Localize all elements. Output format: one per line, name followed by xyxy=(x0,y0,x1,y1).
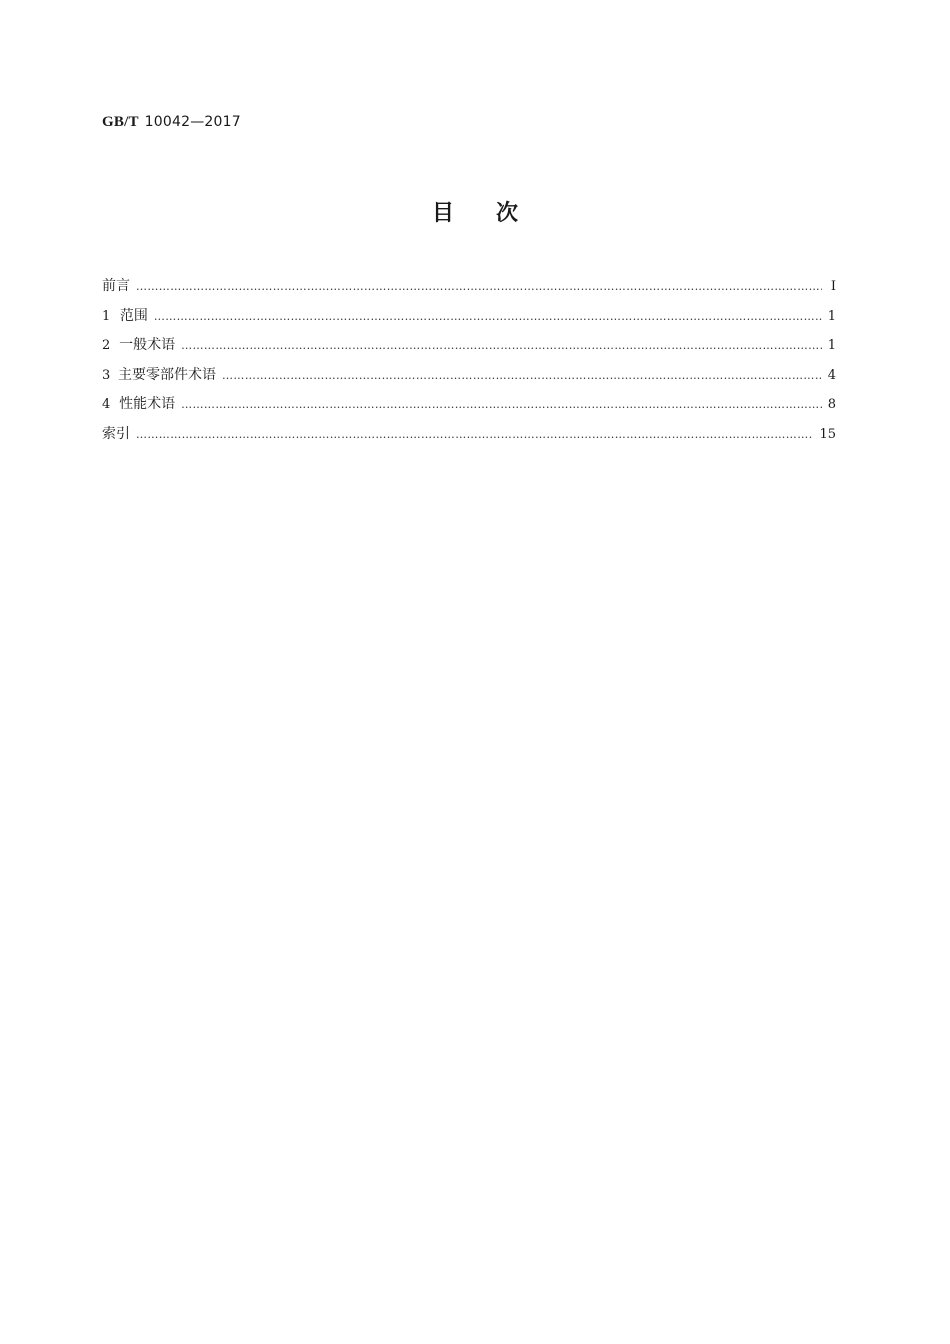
toc-entry-general-terms[interactable] xyxy=(102,334,836,364)
page-title-char-2: 次 xyxy=(496,201,519,226)
toc-leader-dots xyxy=(136,428,813,441)
toc-entry-label: 一般术语 xyxy=(119,337,176,353)
toc-entry-component-terms[interactable] xyxy=(102,364,836,394)
toc-entry-number: 4 xyxy=(102,397,111,412)
standard-code: GB/T xyxy=(102,114,139,130)
toc-entry-page: 1 xyxy=(827,308,836,324)
toc-entry-label: 索引 xyxy=(102,425,130,442)
toc-entry-label: 范围 xyxy=(119,307,148,324)
toc-entry-scope[interactable] xyxy=(102,305,836,335)
toc-entry-preface[interactable] xyxy=(102,275,836,305)
toc-leader-dots xyxy=(136,280,822,293)
toc-entry-page: 4 xyxy=(827,367,836,383)
toc-entry-page: 1 xyxy=(827,338,836,353)
toc-entry-number: 3 xyxy=(102,367,111,383)
toc-entry-label: 前言 xyxy=(102,278,130,294)
table-of-contents xyxy=(102,275,836,452)
toc-entry-page: 15 xyxy=(819,426,836,442)
page-title-char-1: 目 xyxy=(431,201,454,226)
toc-entry-number: 1 xyxy=(102,308,111,324)
toc-leader-dots xyxy=(181,339,822,352)
toc-entry-label: 主要零部件术语 xyxy=(118,366,217,383)
toc-leader-dots xyxy=(222,369,822,382)
toc-entry-page: Ⅰ xyxy=(830,279,836,294)
document-header xyxy=(102,114,241,131)
toc-entry-index[interactable] xyxy=(102,423,836,453)
toc-leader-dots xyxy=(181,398,822,411)
toc-entry-label: 性能术语 xyxy=(119,396,176,412)
toc-entry-performance-terms[interactable] xyxy=(102,393,836,423)
toc-leader-dots xyxy=(154,310,822,323)
toc-entry-page: 8 xyxy=(827,397,836,412)
toc-entry-number: 2 xyxy=(102,338,111,353)
page-title xyxy=(0,196,950,227)
standard-number: 10042—2017 xyxy=(144,114,241,130)
